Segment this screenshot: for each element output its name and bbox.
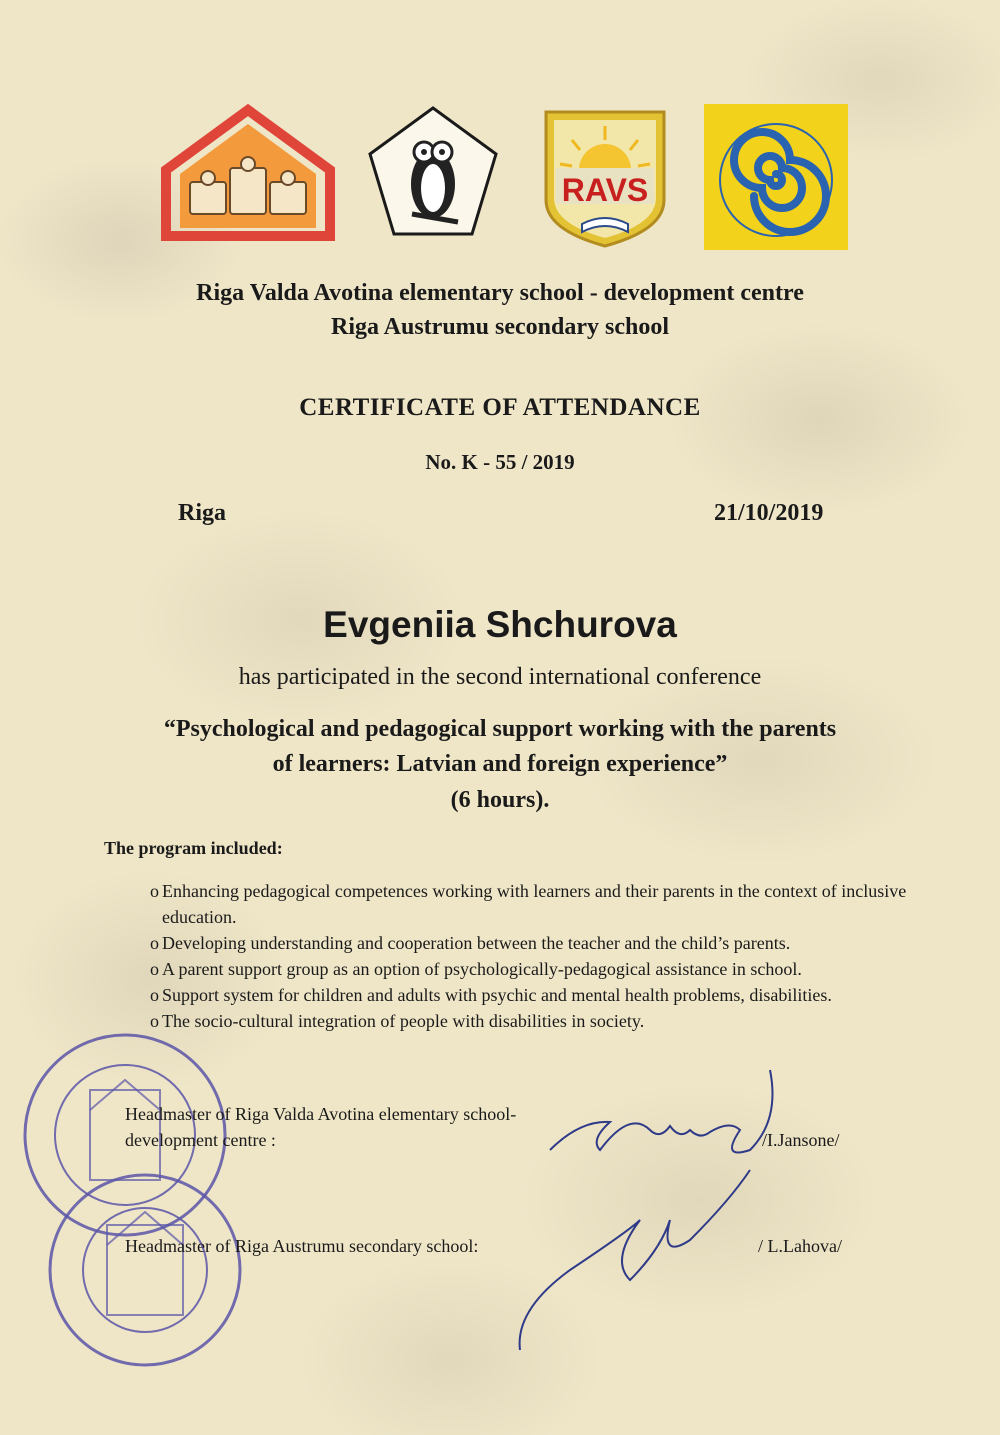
program-heading: The program included: bbox=[104, 838, 283, 858]
institution-name-2: Riga Austrumu secondary school bbox=[330, 314, 670, 340]
conference-topic-line-1: “Psychological and pedagogical support working with the parents bbox=[163, 716, 837, 742]
headmaster-1-name: /I.Jansone/ bbox=[762, 1130, 840, 1150]
list-item: o Enhancing pedagogical competences working with learners and their parents in the context of inclusive education. bbox=[150, 878, 930, 930]
institution-name-1: Riga Valda Avotina elementary school - development centre bbox=[196, 280, 804, 306]
program-list bbox=[150, 878, 930, 1034]
signature-1 bbox=[540, 1060, 780, 1175]
list-item: o A parent support group as an option of psychologically-pedagogical assistance in school. bbox=[150, 956, 930, 982]
list-item: o Developing understanding and cooperation between the teacher and the child’s parents. bbox=[150, 930, 930, 956]
owl-pentagon-logo bbox=[366, 104, 500, 238]
list-item: o The socio-cultural integration of people with disabilities in society. bbox=[150, 1008, 930, 1034]
school-stamp-2 bbox=[45, 1170, 245, 1375]
participation-text: has participated in the second international conference bbox=[238, 664, 762, 690]
recipient-name: Evgeniia Shchurova bbox=[323, 604, 677, 645]
conference-hours: (6 hours). bbox=[450, 787, 550, 813]
spiral-logo bbox=[704, 104, 848, 250]
conference-topic-line-2: of learners: Latvian and foreign experience” bbox=[272, 751, 728, 777]
certificate-number: No. K - 55 / 2019 bbox=[425, 450, 575, 474]
ravs-logo-text: RAVS bbox=[561, 172, 649, 208]
headmaster-2-name: / L.Lahova/ bbox=[758, 1236, 842, 1256]
headmaster-1-label: Headmaster of Riga Valda Avotina elementary school-development centre : bbox=[125, 1104, 517, 1150]
signature-2 bbox=[510, 1160, 770, 1365]
ravs-shield-logo bbox=[542, 108, 668, 250]
headmaster-2-label: Headmaster of Riga Austrumu secondary school: bbox=[125, 1236, 479, 1256]
certificate-date: 21/10/2019 bbox=[714, 500, 824, 526]
certificate-title: CERTIFICATE OF ATTENDANCE bbox=[299, 394, 701, 421]
list-item: o Support system for children and adults with psychic and mental health problems, disabilities. bbox=[150, 982, 930, 1008]
certificate-city: Riga bbox=[178, 500, 226, 526]
puzzle-house-logo bbox=[160, 104, 336, 242]
